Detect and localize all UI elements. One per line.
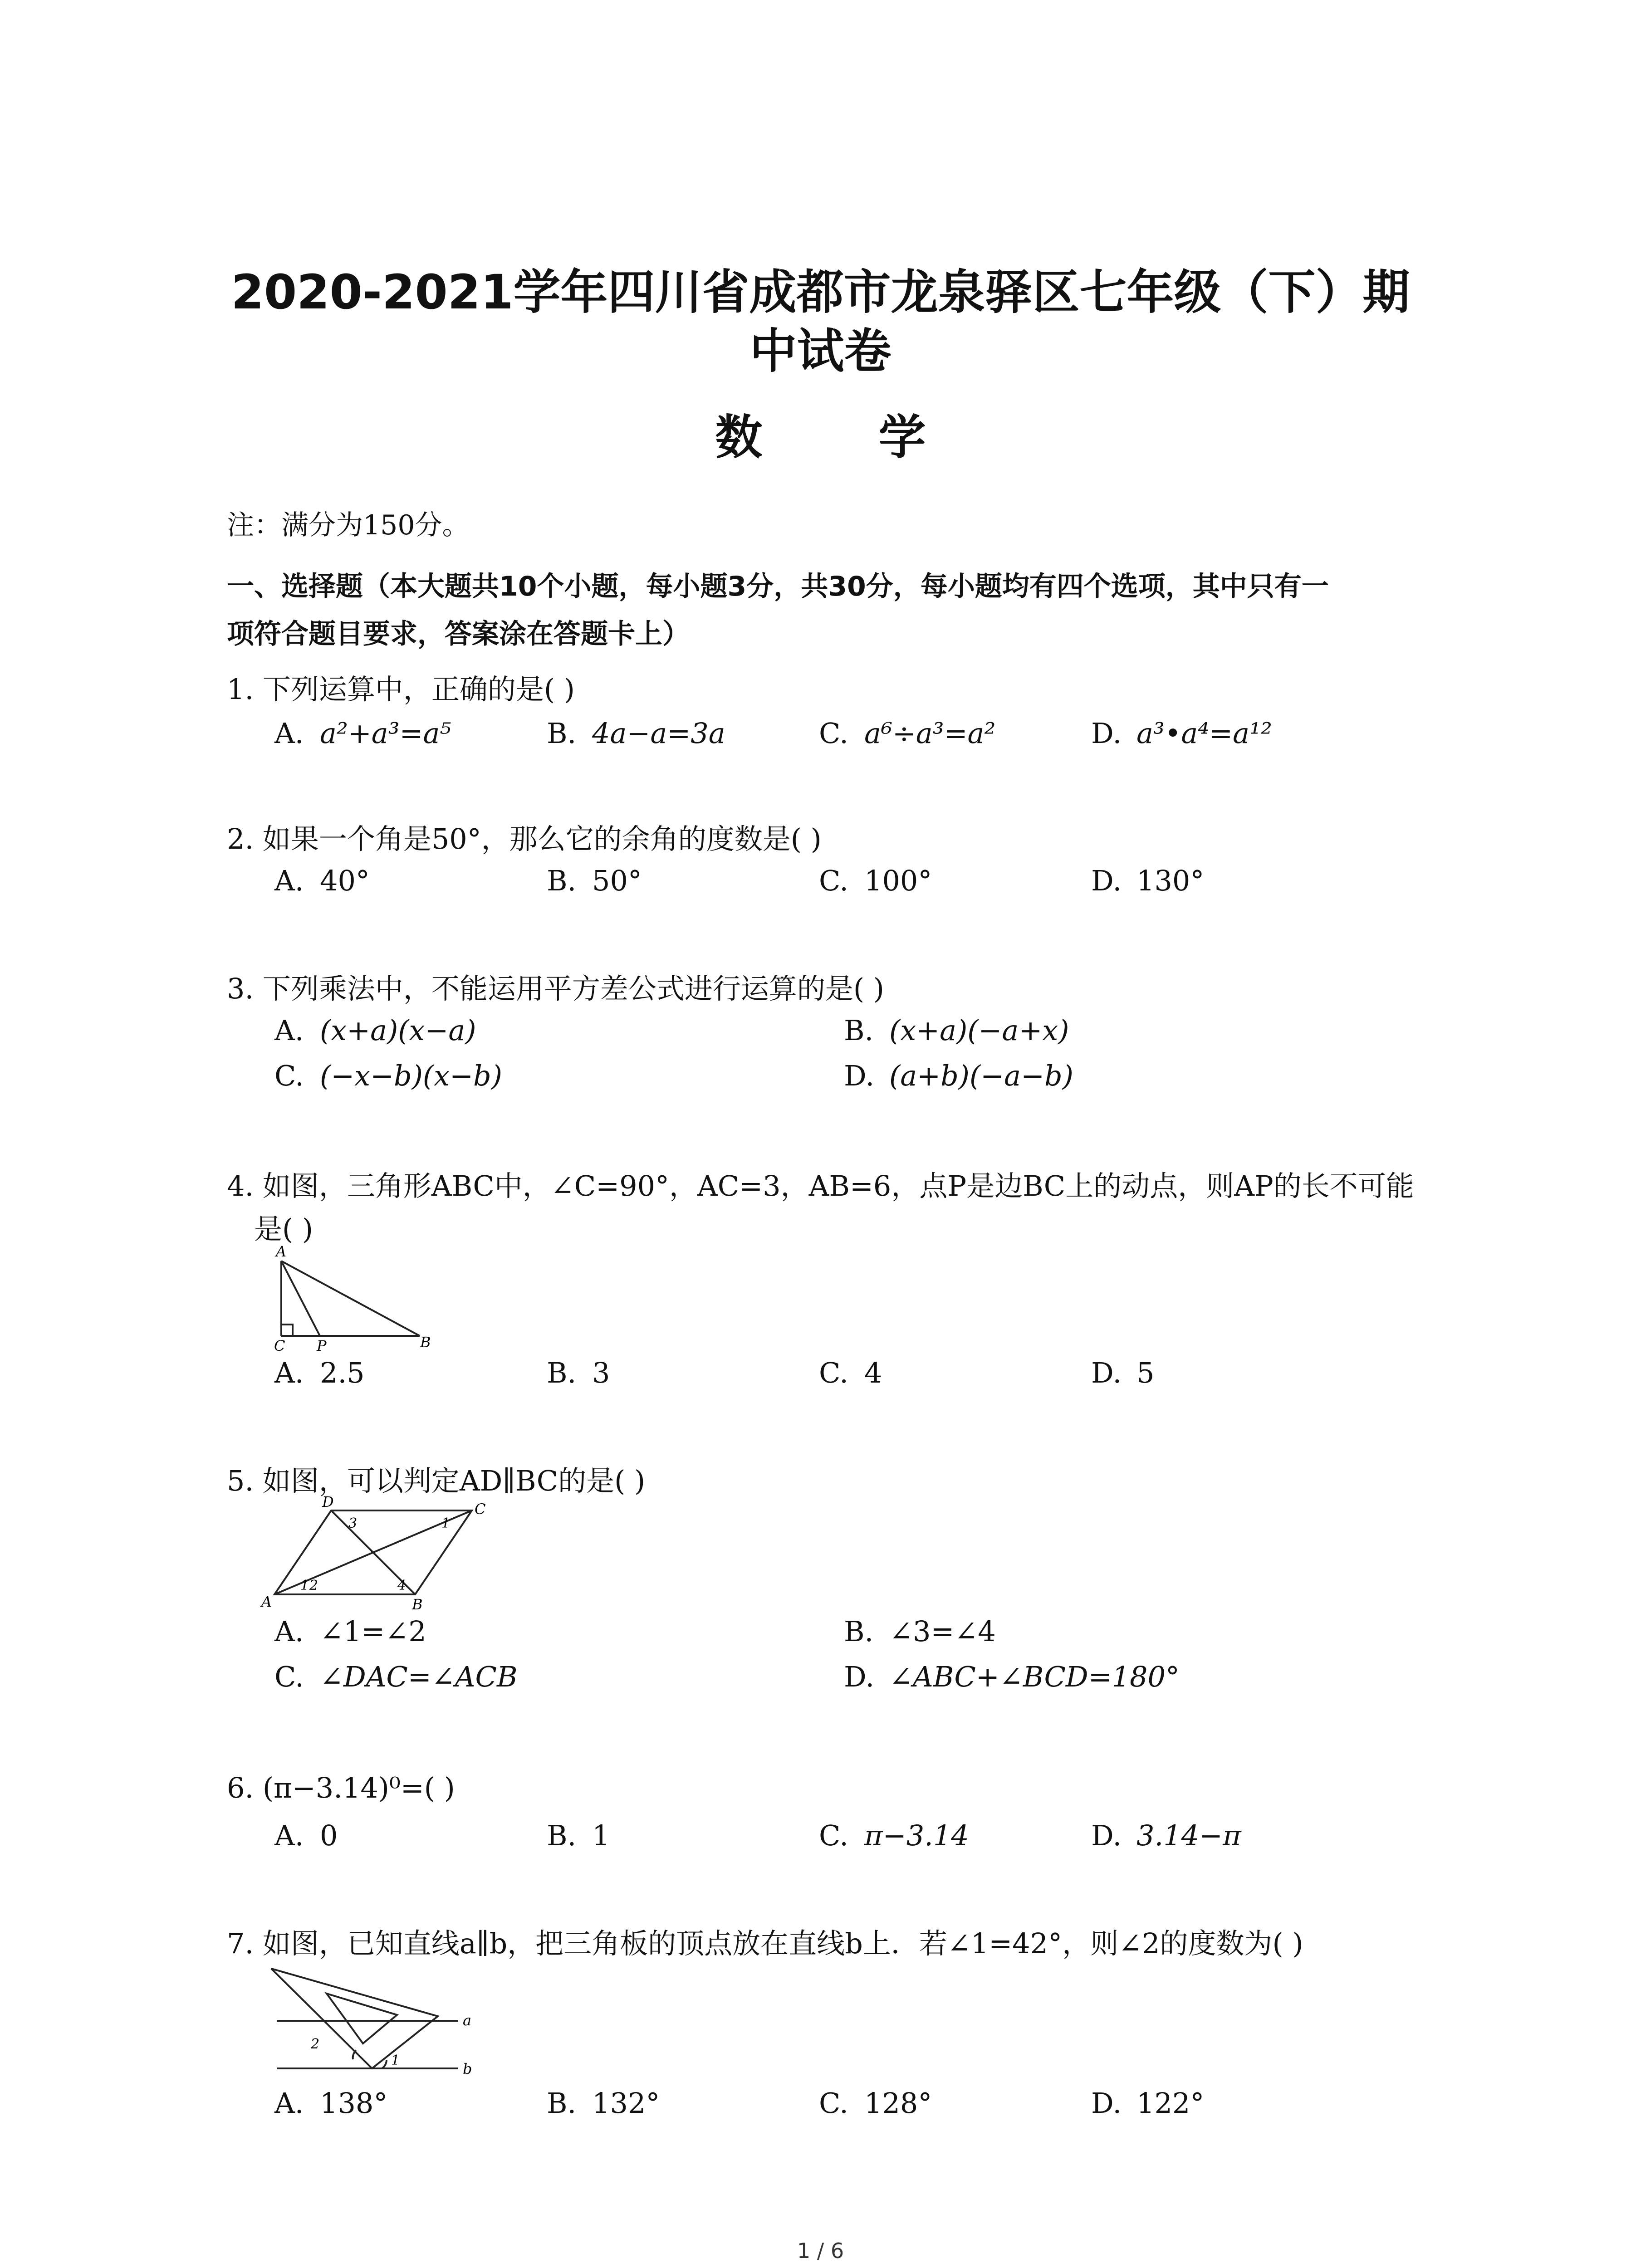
- option-text: 130°: [1136, 864, 1205, 897]
- subject-heading: 数 学: [715, 410, 976, 465]
- q7-option-b[interactable]: [547, 2087, 660, 2120]
- question-6-stem: 6. (π−3.14)⁰=( ): [227, 1771, 455, 1804]
- option-label: B.: [844, 1014, 874, 1047]
- label-a: A: [276, 1243, 287, 1260]
- option-label: B.: [547, 717, 577, 750]
- question-1-stem: 1. 下列运算中，正确的是( ): [227, 673, 575, 706]
- option-text: a²+a³=a⁵: [320, 717, 451, 750]
- page-number: 1 / 6: [797, 2239, 844, 2263]
- q4-option-a[interactable]: [274, 1356, 365, 1389]
- option-label: C.: [274, 1059, 304, 1092]
- option-label: C.: [819, 1356, 848, 1389]
- right-angle-mark: [281, 1325, 293, 1336]
- q6-option-b[interactable]: [547, 1819, 610, 1852]
- q7-option-c[interactable]: [819, 2087, 932, 2120]
- q3-option-d[interactable]: [844, 1059, 1073, 1092]
- q7-option-a[interactable]: [274, 2087, 387, 2120]
- option-text: 3: [592, 1356, 610, 1389]
- q2-option-a[interactable]: [274, 864, 370, 897]
- option-label: A.: [274, 1819, 304, 1852]
- angle-1-top: 1: [441, 1515, 451, 1531]
- option-label: B.: [844, 1615, 874, 1648]
- q4-triangle-figure: [268, 1243, 449, 1352]
- angle-2: 2: [311, 2036, 320, 2052]
- option-text: (x+a)(x−a): [320, 1014, 476, 1047]
- option-label: A.: [274, 864, 304, 897]
- option-label: A.: [274, 1615, 304, 1648]
- option-text: π−3.14: [864, 1819, 969, 1852]
- angle-1-arc: [382, 2060, 387, 2068]
- q6-option-a[interactable]: [274, 1819, 338, 1852]
- angle-3: 3: [348, 1515, 358, 1531]
- option-label: D.: [844, 1059, 875, 1092]
- label-d: D: [322, 1493, 334, 1510]
- q4-option-c[interactable]: [819, 1356, 882, 1389]
- section-header-line2: 项符合题目要求，答案涂在答题卡上）: [227, 618, 690, 650]
- q3-option-b[interactable]: [844, 1014, 1069, 1047]
- option-text: ∠ABC+∠BCD=180°: [889, 1660, 1180, 1693]
- question-4-stem-line2: 是( ): [254, 1212, 314, 1246]
- q1-option-d[interactable]: [1091, 717, 1272, 750]
- option-text: 4a−a=3a: [592, 717, 725, 750]
- label-b: b: [463, 2060, 472, 2077]
- option-text: 1: [592, 1819, 610, 1852]
- q5-option-a[interactable]: [274, 1615, 426, 1648]
- option-label: C.: [819, 1819, 848, 1852]
- option-label: A.: [274, 2087, 304, 2120]
- score-note: 注：满分为150分。: [227, 509, 470, 541]
- option-text: (−x−b)(x−b): [320, 1059, 502, 1092]
- q5-option-d[interactable]: [844, 1660, 1180, 1693]
- side-ab: [281, 1261, 420, 1336]
- option-text: a⁶÷a³=a²: [864, 717, 996, 750]
- q6-option-d[interactable]: [1091, 1819, 1241, 1852]
- question-3-stem: 3. 下列乘法中，不能运用平方差公式进行运算的是( ): [227, 972, 884, 1005]
- option-label: D.: [844, 1660, 875, 1693]
- angle-1: 1: [391, 2053, 400, 2068]
- label-a: a: [463, 2012, 472, 2029]
- option-text: 128°: [864, 2087, 932, 2120]
- option-label: A.: [274, 1014, 304, 1047]
- q5-parallelogram-figure: [259, 1492, 495, 1610]
- option-label: C.: [819, 717, 848, 750]
- q5-option-b[interactable]: [844, 1615, 996, 1648]
- option-text: 100°: [864, 864, 932, 897]
- option-label: D.: [1091, 1356, 1122, 1389]
- option-text: ∠DAC=∠ACB: [320, 1660, 518, 1693]
- page-title-line2: 中试卷: [749, 323, 892, 379]
- q2-option-d[interactable]: [1091, 864, 1204, 897]
- angle-2-arc: [353, 2050, 356, 2059]
- q5-option-c[interactable]: [274, 1660, 518, 1693]
- option-label: B.: [547, 864, 577, 897]
- option-text: ∠1=∠2: [320, 1615, 426, 1648]
- option-label: B.: [547, 2087, 577, 2120]
- option-text: 4: [864, 1356, 882, 1389]
- option-text: 2.5: [320, 1356, 365, 1389]
- label-b: B: [420, 1334, 431, 1351]
- question-4-stem-line1: 4. 如图，三角形ABC中，∠C=90°，AC=3，AB=6，点P是边BC上的动点，则AP的长不可能: [227, 1169, 1414, 1202]
- q1-option-c[interactable]: [819, 717, 995, 750]
- option-text: ∠3=∠4: [889, 1615, 996, 1648]
- section-header-line1: 一、选择题（本大题共10个小题，每小题3分，共30分，每小题均有四个选项，其中只有一: [227, 571, 1329, 602]
- q3-option-a[interactable]: [274, 1014, 476, 1047]
- option-label: A.: [274, 1356, 304, 1389]
- q3-option-c[interactable]: [274, 1059, 502, 1092]
- option-label: C.: [819, 864, 848, 897]
- option-text: 5: [1136, 1356, 1155, 1389]
- q2-option-b[interactable]: [547, 864, 642, 897]
- label-c: C: [274, 1337, 285, 1352]
- option-label: A.: [274, 717, 304, 750]
- label-c: C: [475, 1501, 486, 1518]
- option-text: 138°: [320, 2087, 388, 2120]
- option-label: D.: [1091, 864, 1122, 897]
- angle-2: 2: [309, 1578, 318, 1593]
- q4-option-d[interactable]: [1091, 1356, 1154, 1389]
- label-a: A: [261, 1593, 272, 1610]
- option-label: B.: [547, 1819, 577, 1852]
- question-2-stem: 2. 如果一个角是50°，那么它的余角的度数是( ): [227, 822, 822, 855]
- option-text: a³•a⁴=a¹²: [1136, 717, 1272, 750]
- angle-4: 4: [397, 1578, 407, 1593]
- angle-1-bottom: 1: [300, 1578, 309, 1593]
- q7-parallel-lines-figure: [263, 1960, 499, 2087]
- option-label: C.: [274, 1660, 304, 1693]
- option-text: 122°: [1136, 2087, 1205, 2120]
- label-b: B: [412, 1596, 423, 1610]
- q7-option-d[interactable]: [1091, 2087, 1204, 2120]
- option-text: 132°: [592, 2087, 660, 2120]
- option-text: 3.14−π: [1136, 1819, 1241, 1852]
- option-label: D.: [1091, 2087, 1122, 2120]
- option-text: 40°: [320, 864, 370, 897]
- option-label: B.: [547, 1356, 577, 1389]
- option-label: D.: [1091, 1819, 1122, 1852]
- q4-option-b[interactable]: [547, 1356, 610, 1389]
- q1-option-a[interactable]: [274, 717, 451, 750]
- q6-option-c[interactable]: [819, 1819, 969, 1852]
- option-label: C.: [819, 2087, 848, 2120]
- option-label: D.: [1091, 717, 1122, 750]
- label-p: P: [317, 1337, 327, 1352]
- option-text: (a+b)(−a−b): [889, 1059, 1073, 1092]
- question-5-stem: 5. 如图，可以判定AD∥BC的是( ): [227, 1464, 646, 1497]
- question-7-stem: 7. 如图，已知直线a∥b，把三角板的顶点放在直线b上．若∠1=42°，则∠2的度数为( ): [227, 1927, 1303, 1960]
- option-text: (x+a)(−a+x): [889, 1014, 1069, 1047]
- q1-option-b[interactable]: [547, 717, 725, 750]
- q2-option-c[interactable]: [819, 864, 932, 897]
- page-title-line1: 2020-2021学年四川省成都市龙泉驿区七年级（下）期: [231, 264, 1410, 320]
- option-text: 50°: [592, 864, 642, 897]
- option-text: 0: [320, 1819, 338, 1852]
